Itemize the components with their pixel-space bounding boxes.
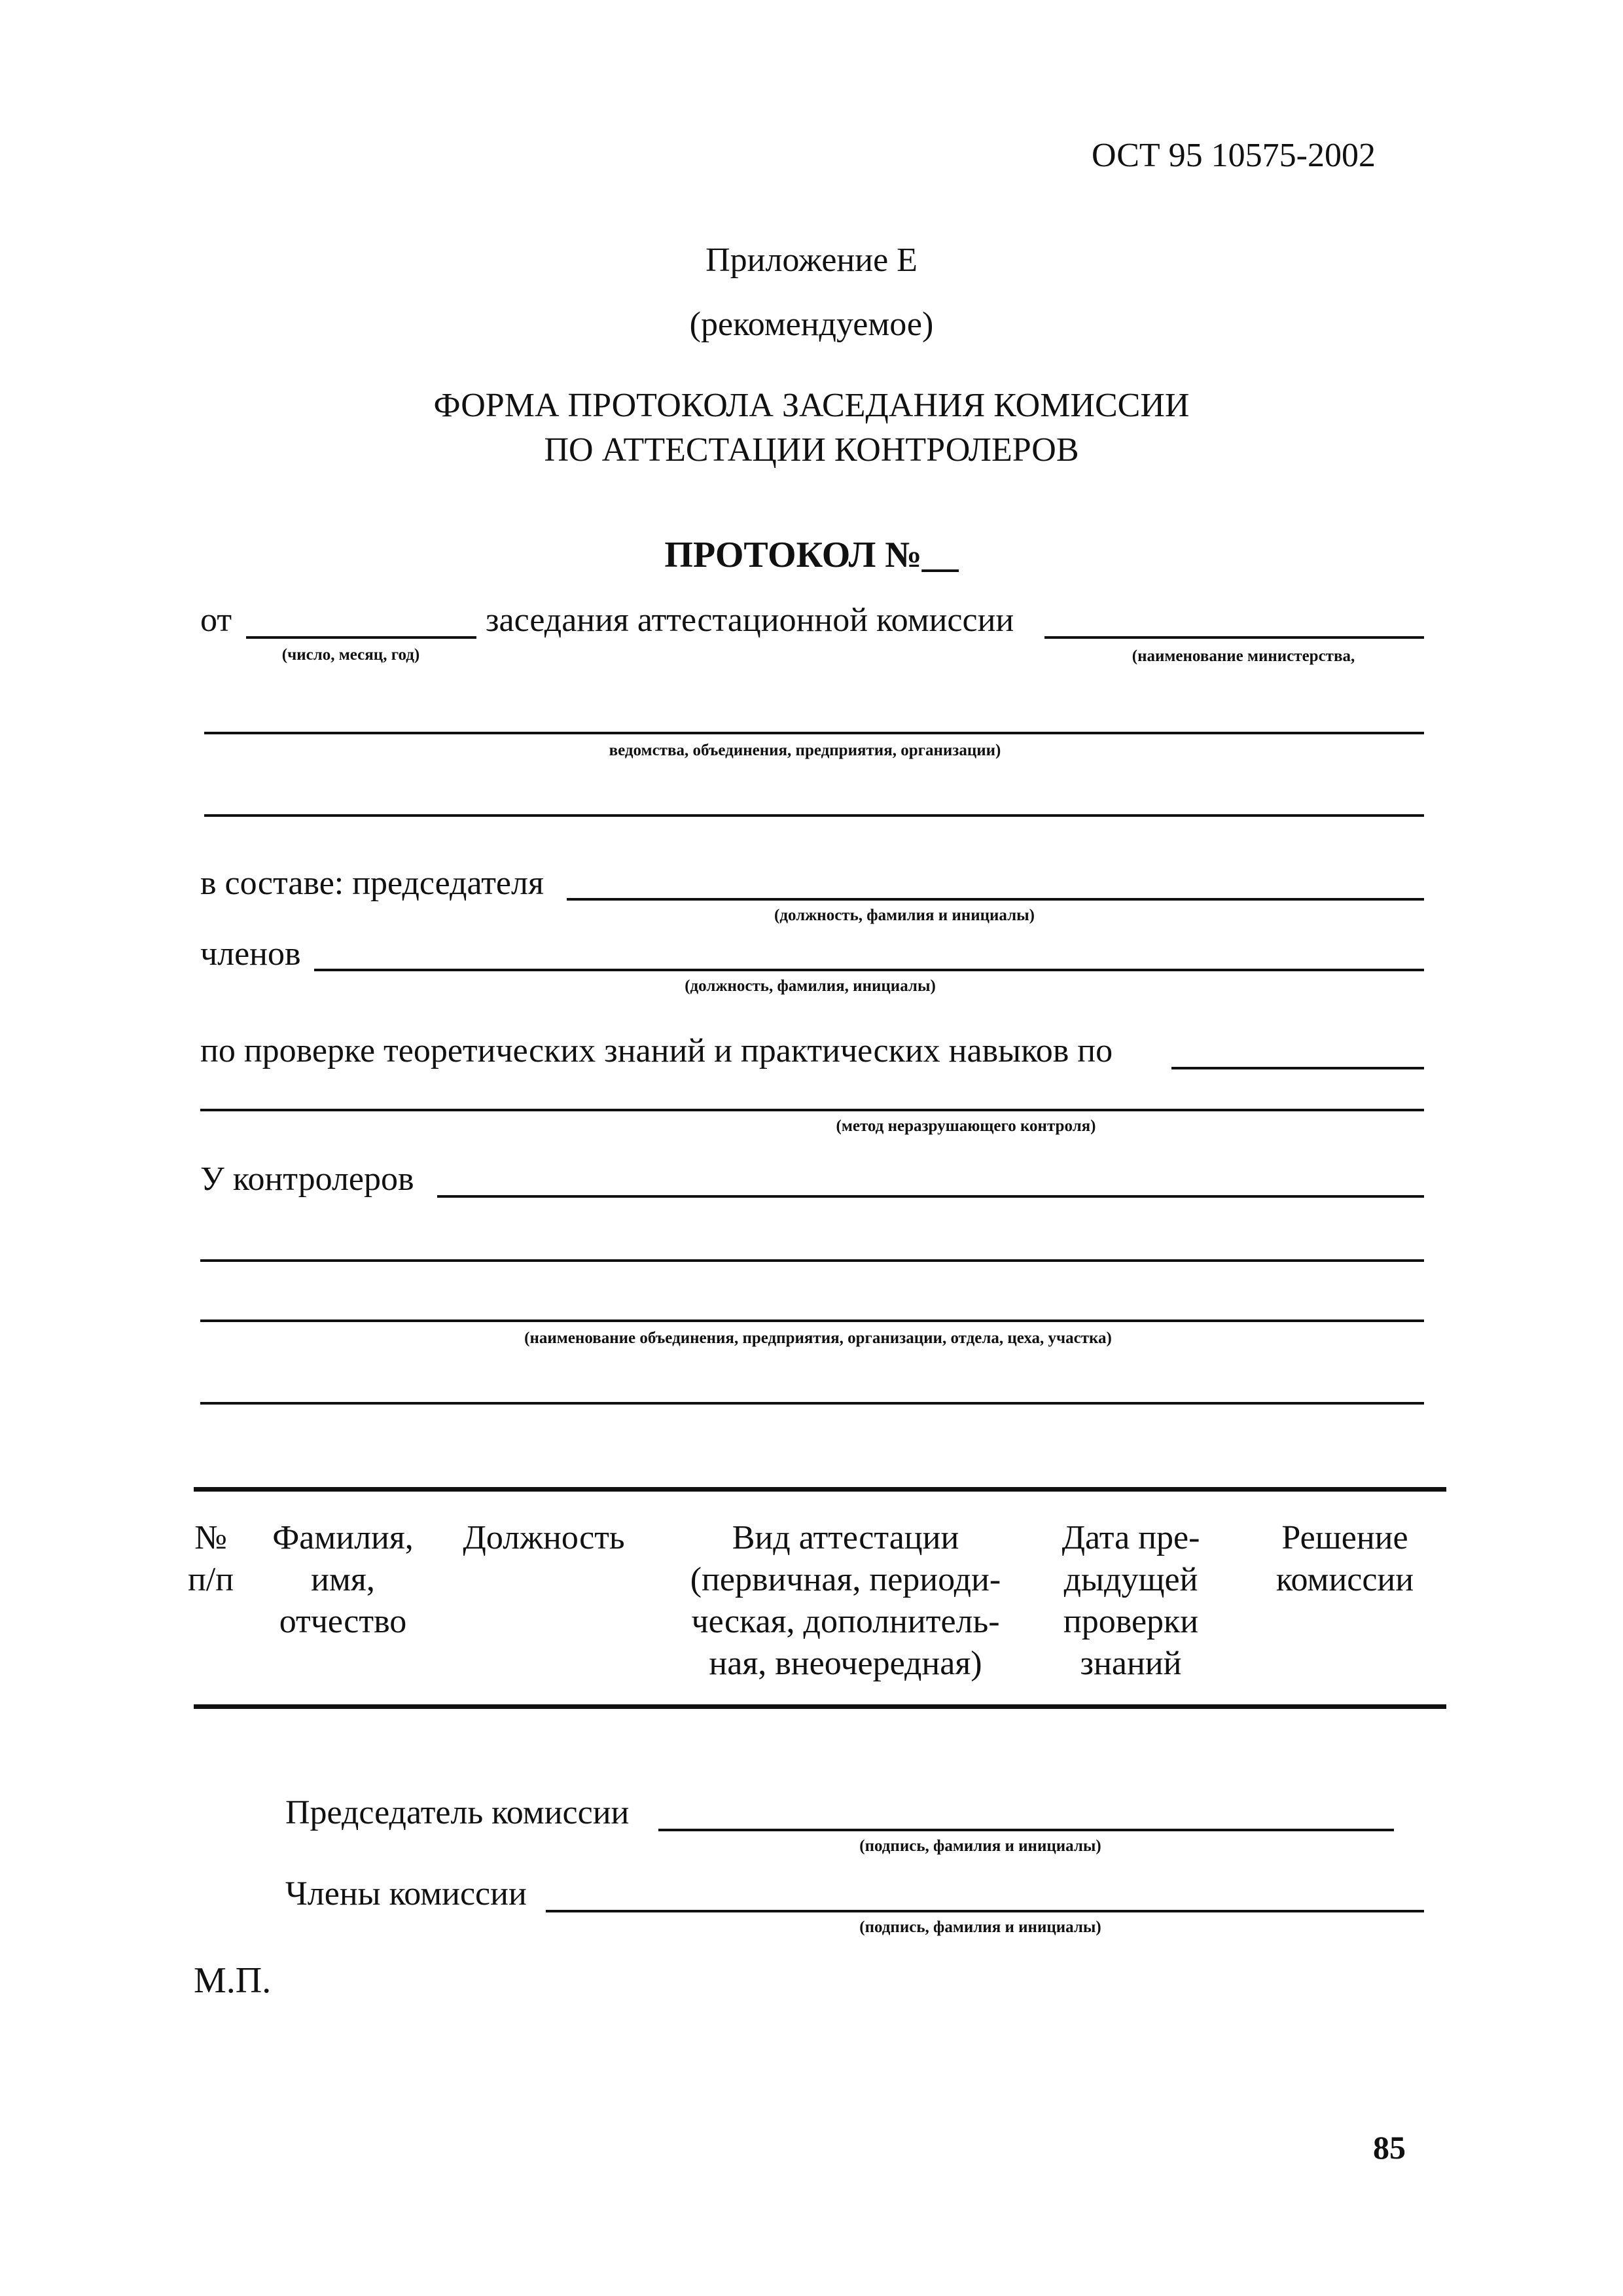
hint-members: (должность, фамилия, инициалы) — [685, 977, 936, 995]
session-label: заседания аттестационной комиссии — [486, 601, 1014, 639]
page-number: 85 — [1373, 2129, 1406, 2166]
header-attestation-type: Вид аттестации (первичная, периоди- ческая, дополнитель- ная, внеочередная) — [690, 1519, 1001, 1682]
hint-chairman-sign: (подпись, фамилия и инициалы) — [859, 1837, 1101, 1855]
controllers-field-line[interactable] — [437, 1195, 1424, 1198]
hint-members-sign: (подпись, фамилия и инициалы) — [859, 1918, 1101, 1936]
hint-date: (число, месяц, год) — [281, 646, 420, 664]
department-extra-line[interactable] — [204, 814, 1424, 817]
protocol-title: ПРОТОКОЛ №__ — [664, 535, 959, 575]
appendix-label: Приложение Е — [705, 242, 918, 279]
table-top-rule — [194, 1487, 1446, 1492]
header-number: № п/п — [187, 1519, 234, 1598]
date-field-line[interactable] — [246, 636, 476, 639]
ministry-field-line[interactable] — [1044, 636, 1424, 639]
composition-label: в составе: председателя — [200, 865, 544, 902]
chairman-sign-label: Председатель комиссии — [285, 1794, 630, 1831]
chairman-sign-line[interactable] — [658, 1829, 1394, 1831]
hint-method: (метод неразрушающего контроля) — [836, 1117, 1096, 1135]
hint-organization: (наименование объединения, предприятия, организации, отдела, цеха, участка) — [524, 1329, 1112, 1347]
header-position: Должность — [463, 1519, 625, 1556]
chairman-field-line[interactable] — [567, 898, 1424, 901]
controllers-extra-line-1[interactable] — [200, 1259, 1424, 1262]
check-label: по проверке теоретических знаний и практических навыков по — [200, 1032, 1113, 1069]
members-label: членов — [200, 935, 301, 973]
header-decision: Решение комиссии — [1275, 1519, 1414, 1598]
from-label: от — [200, 601, 232, 639]
controllers-extra-line-2[interactable] — [200, 1319, 1424, 1322]
document-code: ОСТ 95 10575-2002 — [1092, 137, 1376, 174]
department-field-line[interactable] — [204, 732, 1424, 734]
table-bottom-rule — [194, 1704, 1446, 1709]
header-full-name: Фамилия, имя, отчество — [272, 1519, 414, 1640]
form-title-line1: ФОРМА ПРОТОКОЛА ЗАСЕДАНИЯ КОМИССИИ — [433, 387, 1190, 424]
method-field-line[interactable] — [1171, 1067, 1424, 1069]
stamp-mark: М.П. — [194, 1960, 272, 2001]
method-extra-line[interactable] — [200, 1109, 1424, 1111]
members-sign-label: Члены комиссии — [285, 1875, 527, 1912]
controllers-label: У контролеров — [200, 1160, 414, 1198]
members-sign-line[interactable] — [546, 1910, 1424, 1912]
header-previous-check-date: Дата пре- дыдущей проверки знаний — [1061, 1519, 1200, 1682]
hint-ministry: (наименование министерства, — [1132, 647, 1355, 665]
hint-chairman: (должность, фамилия и инициалы) — [774, 906, 1035, 924]
appendix-type: (рекомендуемое) — [689, 306, 934, 343]
hint-department: ведомства, объединения, предприятия, организации) — [609, 742, 1001, 759]
members-field-line[interactable] — [314, 969, 1424, 971]
form-title-line2: ПО АТТЕСТАЦИИ КОНТРОЛЕРОВ — [544, 431, 1079, 469]
controllers-extra-line-3[interactable] — [200, 1402, 1424, 1405]
